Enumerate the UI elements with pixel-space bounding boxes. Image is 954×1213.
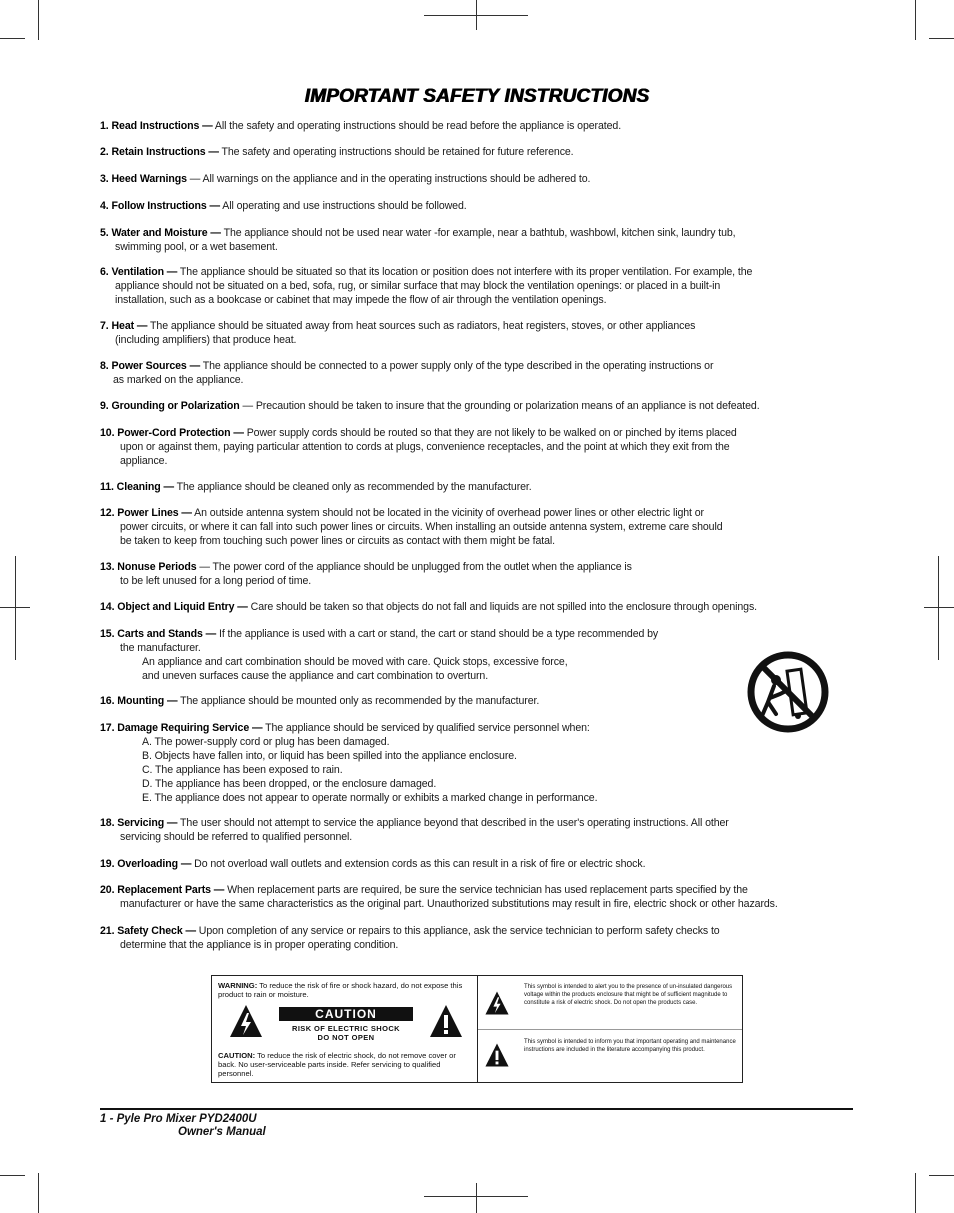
instruction-subitem: and uneven surfaces cause the appliance and cart combination to overturn. <box>142 670 489 682</box>
instruction-text: The user should not attempt to service the appliance beyond that described in the user's operating instructions. All other <box>177 817 729 829</box>
instruction-continuation: determine that the appliance is in proper operating condition. <box>120 939 399 951</box>
instruction-item <box>100 119 860 133</box>
instruction-text: The appliance should be serviced by qualified service personnel when: <box>262 722 590 734</box>
instruction-text: The appliance should be situated so that its location or position does not interfere with its proper ventilation. For example, the <box>177 266 753 278</box>
caution-text <box>218 1051 472 1078</box>
caution-message: To reduce the risk of electric shock, do not remove cover or back. No user-serviceable parts inside. Refer servicing to qualified personnel. <box>218 1051 456 1078</box>
instruction-item <box>100 145 860 159</box>
instruction-item <box>100 399 860 413</box>
instruction-label: 2. Retain Instructions — <box>100 146 219 158</box>
instruction-subitem: A. The power-supply cord or plug has been damaged. <box>142 736 390 748</box>
footer-rule <box>100 1108 853 1110</box>
instruction-continuation: installation, such as a bookcase or cabinet that may impede the flow of air through the ventilation openings. <box>115 294 607 306</box>
instruction-continuation: upon or against them, paying particular attention to cords at plugs, convenience receptacles, and the point at which they exit from the <box>120 441 730 453</box>
instruction-text: All the safety and operating instructions should be read before the appliance is operated. <box>212 120 622 132</box>
instruction-continuation: (including amplifiers) that produce heat. <box>115 334 297 346</box>
instruction-item <box>100 924 860 952</box>
instruction-item <box>100 172 860 186</box>
instruction-item <box>100 199 860 213</box>
instruction-text: The appliance should be mounted only as recommended by the manufacturer. <box>177 695 540 707</box>
instruction-item <box>100 560 860 588</box>
instruction-text: The appliance should not be used near water -for example, near a bathtub, washbowl, kitchen sink, laundry tub, <box>220 227 736 239</box>
crop-mark <box>924 607 954 608</box>
footer-product-line: 1 - Pyle Pro Mixer PYD2400U <box>100 1113 257 1125</box>
instruction-continuation: servicing should be referred to qualified personnel. <box>120 831 353 843</box>
caution-band: CAUTION <box>279 1007 413 1021</box>
risk-line: DO NOT OPEN <box>317 1033 375 1042</box>
instruction-item <box>100 857 860 871</box>
crop-mark <box>929 1175 954 1176</box>
instruction-item <box>100 480 860 494</box>
warning-text <box>218 981 472 999</box>
exclamation-warning-icon <box>428 1003 464 1039</box>
crop-mark <box>476 0 477 30</box>
lightning-bolt-warning-icon <box>484 990 510 1016</box>
instruction-text: The appliance should be connected to a power supply only of the type described in the operating instructions or <box>200 360 714 372</box>
warning-message: To reduce the risk of fire or shock hazard, do not expose this product to rain or moisture. <box>218 981 463 999</box>
caution-label: CAUTION: <box>218 1051 256 1060</box>
instruction-label: 3. Heed Warnings <box>100 173 187 185</box>
instruction-label: 5. Water and Moisture — <box>100 227 221 239</box>
crop-mark <box>0 1175 25 1176</box>
instruction-label: 7. Heat — <box>100 320 148 332</box>
instruction-item <box>100 627 740 683</box>
crop-mark <box>38 1173 39 1213</box>
instruction-text: — The power cord of the appliance should be unplugged from the outlet when the appliance is <box>196 561 632 573</box>
instruction-subitem: C. The appliance has been exposed to rain. <box>142 764 343 776</box>
instruction-label: 14. Object and Liquid Entry — <box>100 601 248 613</box>
exclamation-symbol-explanation: This symbol is intended to inform you that important operating and maintenance instructions are included in the literature accompanying this product. <box>524 1039 736 1053</box>
instruction-text: All operating and use instructions should be followed. <box>220 200 467 212</box>
instruction-continuation: appliance should not be situated on a bed, sofa, rug, or similar surface that may block the ventilation openings: or placed in a built-in <box>115 280 721 292</box>
instruction-text: Power supply cords should be routed so that they are not likely to be walked on or pinched by items placed <box>243 427 737 439</box>
instruction-label: 20. Replacement Parts — <box>100 884 225 896</box>
instruction-text: The safety and operating instructions should be retained for future reference. <box>218 146 574 158</box>
crop-mark <box>915 0 916 40</box>
instruction-continuation: swimming pool, or a wet basement. <box>115 241 278 253</box>
instruction-label: 12. Power Lines — <box>100 507 192 519</box>
instruction-label: 21. Safety Check — <box>100 925 196 937</box>
instruction-subitem: B. Objects have fallen into, or liquid has been spilled into the appliance enclosure. <box>142 750 517 762</box>
instruction-text: The appliance should be cleaned only as recommended by the manufacturer. <box>173 481 532 493</box>
instruction-continuation: appliance. <box>120 455 168 467</box>
crop-mark <box>938 556 939 660</box>
instruction-label: 10. Power-Cord Protection — <box>100 427 244 439</box>
instruction-item <box>100 265 860 307</box>
instruction-item <box>100 319 860 347</box>
instruction-text: — All warnings on the appliance and in the operating instructions should be adhered to. <box>186 173 591 185</box>
instruction-subitem: D. The appliance has been dropped, or the enclosure damaged. <box>142 778 437 790</box>
cart-tipover-warning-icon <box>746 650 830 734</box>
instruction-label: 15. Carts and Stands — <box>100 628 217 640</box>
instruction-subitem: E. The appliance does not appear to operate normally or exhibits a marked change in performance. <box>142 792 598 804</box>
crop-mark <box>0 607 30 608</box>
crop-mark <box>915 1173 916 1213</box>
exclamation-warning-icon <box>484 1042 510 1068</box>
crop-mark <box>0 38 25 39</box>
warning-caution-box <box>211 975 743 1083</box>
instruction-item <box>100 226 860 254</box>
instruction-text: When replacement parts are required, be sure the service technician has used replacement parts specified by the <box>224 884 748 896</box>
instruction-text: The appliance should be situated away from heat sources such as radiators, heat registers, stoves, or other appliances <box>147 320 696 332</box>
bolt-symbol-explanation: This symbol is intended to alert you to the presence of un-insulated dangerous voltage within the products enclosure that might be of sufficient magnitude to constitute a risk of electric shock. Do not open the products case. <box>524 984 733 1006</box>
instruction-continuation: as marked on the appliance. <box>113 374 244 386</box>
instruction-item <box>100 426 860 468</box>
instruction-label: 9. Grounding or Polarization <box>100 400 240 412</box>
risk-line: RISK OF ELECTRIC SHOCK <box>292 1024 400 1033</box>
instruction-continuation: be taken to keep from touching such power lines or circuits as contact with them might be fatal. <box>120 535 555 547</box>
instruction-text: An outside antenna system should not be located in the vicinity of overhead power lines or other electric light or <box>191 507 704 519</box>
instruction-item <box>100 816 860 844</box>
instruction-continuation: to be left unused for a long period of time. <box>120 575 312 587</box>
instruction-label: 18. Servicing — <box>100 817 178 829</box>
instruction-label: 4. Follow Instructions — <box>100 200 221 212</box>
instruction-label: 13. Nonuse Periods <box>100 561 197 573</box>
instruction-text: If the appliance is used with a cart or stand, the cart or stand should be a type recommended by <box>216 628 659 640</box>
instruction-item <box>100 600 860 614</box>
crop-mark <box>15 556 16 660</box>
instruction-text: Upon completion of any service or repairs to this appliance, ask the service technician to perform safety checks to <box>195 925 720 937</box>
instruction-label: 17. Damage Requiring Service — <box>100 722 263 734</box>
instruction-label: 6. Ventilation — <box>100 266 178 278</box>
warning-label: WARNING: <box>218 981 258 990</box>
instruction-text: Care should be taken so that objects do not fall and liquids are not spilled into the enclosure through openings. <box>247 601 758 613</box>
box-divider <box>478 1029 742 1030</box>
instruction-item <box>100 506 860 548</box>
crop-mark <box>38 0 39 40</box>
page-title: IMPORTANT SAFETY INSTRUCTIONS <box>304 86 650 107</box>
instruction-item <box>100 883 860 911</box>
risk-of-shock-text <box>272 1024 420 1042</box>
footer-manual-line: Owner's Manual <box>178 1126 266 1138</box>
instruction-text: — Precaution should be taken to insure that the grounding or polarization means of an appliance is not defeated. <box>239 400 760 412</box>
instruction-continuation: manufacturer or have the same characteristics as the original part. Unauthorized substitutions may result in fire, electric shock or other hazards. <box>120 898 778 910</box>
instruction-subitem: An appliance and cart combination should be moved with care. Quick stops, excessive force, <box>142 656 568 668</box>
instruction-label: 19. Overloading — <box>100 858 192 870</box>
instruction-label: 8. Power Sources — <box>100 360 201 372</box>
instruction-text: Do not overload wall outlets and extension cords as this can result in a risk of fire or electric shock. <box>191 858 646 870</box>
instruction-label: 16. Mounting — <box>100 695 178 707</box>
instruction-continuation: the manufacturer. <box>120 642 201 654</box>
instruction-continuation: power circuits, or where it can fall into such power lines or circuits. When installing an outside antenna system, extreme care should <box>120 521 723 533</box>
instruction-label: 11. Cleaning — <box>100 481 174 493</box>
crop-mark <box>476 1183 477 1213</box>
instruction-item <box>100 359 860 387</box>
crop-mark <box>929 38 954 39</box>
instruction-label: 1. Read Instructions — <box>100 120 213 132</box>
lightning-bolt-warning-icon <box>228 1003 264 1039</box>
